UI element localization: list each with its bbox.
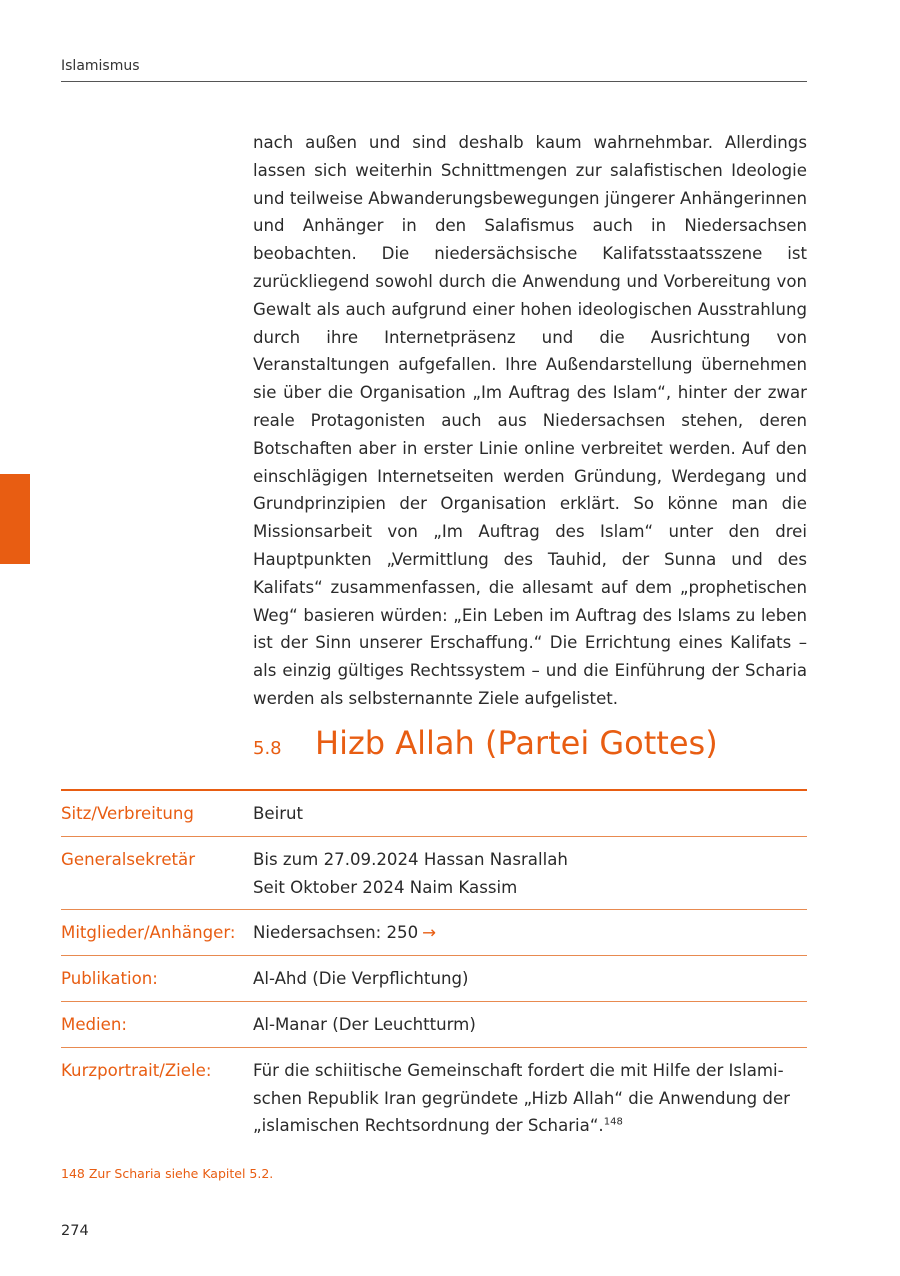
profile-value: Beirut (253, 804, 304, 823)
profile-label: Publikation: (61, 969, 158, 989)
running-header: Islamismus (61, 58, 140, 74)
chapter-side-tab (0, 474, 30, 564)
profile-row-publication (61, 956, 807, 1002)
footnote-reference[interactable]: 148 (603, 1116, 623, 1128)
portrait-text: Für die schiitische Gemeinschaft fordert die mit Hilfe der Islamischen Republik Iran gegründete „Hizb Allah“ die Anwendung der „islamischen Rechtsordnung der Scharia“. (253, 1060, 790, 1136)
profile-value (253, 919, 807, 947)
profile-row-media (61, 1002, 807, 1048)
profile-label: Kurzportrait/Ziele: (61, 1060, 212, 1080)
profile-row-secretary (61, 837, 807, 911)
section-title: Hizb Allah (Partei Gottes) (315, 724, 718, 762)
profile-label: Mitglieder/Anhänger: (61, 923, 236, 943)
organization-profile-table (61, 789, 807, 1148)
profile-value-line: Seit Oktober 2024 Naim Kassim (253, 877, 518, 897)
profile-row-members (61, 910, 807, 956)
profile-label: Sitz/Verbreitung (61, 804, 194, 823)
footnote: 148 Zur Scharia siehe Kapitel 5.2. (61, 1166, 274, 1181)
profile-value-line: Bis zum 27.09.2024 Hassan Nasrallah (253, 849, 568, 869)
profile-label: Generalsekretär (61, 849, 196, 869)
profile-row-seat (61, 791, 807, 837)
profile-label: Medien: (61, 1014, 127, 1034)
profile-value (253, 1057, 807, 1140)
section-heading (253, 724, 807, 762)
body-paragraph: nach außen und sind deshalb kaum wahrnehmbar. Allerdings lassen sich weiterhin Schnittmengen zur salafistischen Ideologie und teilweise Abwanderungsbewegungen jüngerer Anhängerinnen und Anhänger in den Salafismus auch in Niedersachsen beobachten. Die niedersächsische Kalifatsstaatsszene ist zurückliegend sowohl durch die Anwendung und Vorbereitung von Gewalt als auch aufgrund einer hohen ideologischen Ausstrahlung durch ihre Internetpräsenz und die Ausrichtung von Veranstaltungen aufgefallen. Ihre Außendarstellung übernehmen sie über die Organisation „Im Auftrag des Islam“, hinter der zwar reale Protagonisten auch aus Niedersachsen stehen, deren Botschaften aber in erster Linie online verbreitet werden. Auf den einschlägigen Internetseiten werden Gründung, Werdegang und Grundprinzipien der Organisation erklärt. So könne man die Missionsarbeit von „Im Auftrag des Islam“ unter den drei Hauptpunkten „Vermittlung des Tauhid, der Sunna und des Kalifats“ zusammenfassen, die allesamt auf dem „prophetischen Weg“ basieren würden: „Ein Leben im Auftrag des Islams zu leben ist der Sinn unserer Erschaffung.“ Die Errichtung eines Kalifats – als einzig gültiges Rechtssystem – und die Einführung der Scharia werden als selbsternannte Ziele aufgelistet. (253, 133, 807, 708)
header-divider (61, 81, 807, 82)
profile-row-portrait (61, 1048, 807, 1148)
page-number: 274 (61, 1223, 89, 1239)
trend-arrow-icon: → (422, 923, 437, 943)
profile-value: Al-Manar (Der Leuchtturm) (253, 1014, 476, 1034)
section-number: 5.8 (253, 738, 282, 759)
members-count: Niedersachsen: 250 (253, 923, 419, 943)
profile-value (253, 846, 807, 902)
profile-value: Al-Ahd (Die Verpflichtung) (253, 969, 469, 989)
